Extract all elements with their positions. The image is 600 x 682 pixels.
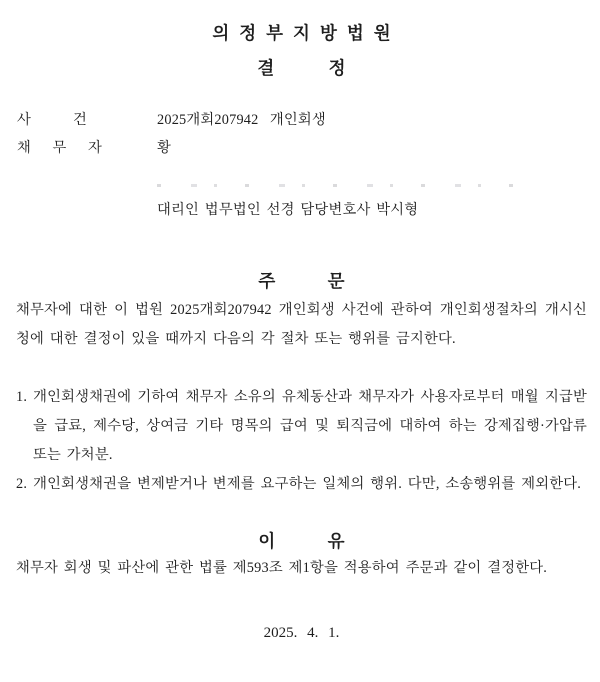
court-name-title: 의정부지방법원 bbox=[212, 23, 401, 43]
order-item-2-text: 개인회생채권을 변제받거나 변제를 요구하는 일체의 행위. 다만, 소송행위를 제외한다. bbox=[33, 476, 582, 492]
case-number-row bbox=[16, 110, 587, 138]
case-label: 사 건 bbox=[17, 112, 87, 128]
debtor-row bbox=[16, 138, 587, 166]
order-item-1 bbox=[16, 383, 587, 470]
order-item-1-number: 1. bbox=[16, 389, 28, 405]
order-item-1-text: 개인회생채권에 기하여 채무자 소유의 유체동산과 채무자가 사용자로부터 매월 지급받을 급료, 제수당, 상여금 기타 명목의 급여 및 퇴직금에 대하여 하는 강제집행·가압류 또는 가처분. bbox=[33, 389, 587, 463]
representative-line: 대리인 법무법인 선경 담당변호사 박시형 bbox=[157, 202, 419, 218]
order-section-heading: 주 문 bbox=[258, 271, 345, 291]
redacted-text-line bbox=[157, 184, 523, 187]
order-item-2-number: 2. bbox=[16, 476, 28, 492]
reason-body-paragraph: 채무자 회생 및 파산에 관한 법률 제593조 제1항을 적용하여 주문과 같이 결정한다. bbox=[16, 560, 548, 576]
document-type-title: 결 정 bbox=[257, 58, 346, 78]
order-items-list bbox=[16, 383, 587, 499]
reason-section-heading: 이 유 bbox=[258, 531, 345, 551]
case-number-value: 2025개회207942 개인회생 bbox=[157, 112, 326, 128]
order-body-paragraph: 채무자에 대한 이 법원 2025개회207942 개인회생 사건에 관하여 개인회생절차의 개시신청에 대한 결정이 있을 때까지 다음의 각 절차 또는 행위를 금지한다. bbox=[16, 302, 587, 347]
case-parties-block bbox=[16, 110, 587, 220]
decision-date: 2025. 4. 1. bbox=[263, 625, 340, 641]
debtor-label: 채 무 자 bbox=[17, 140, 102, 156]
debtor-name-value: 황 bbox=[157, 140, 172, 156]
order-item-2 bbox=[16, 470, 587, 499]
